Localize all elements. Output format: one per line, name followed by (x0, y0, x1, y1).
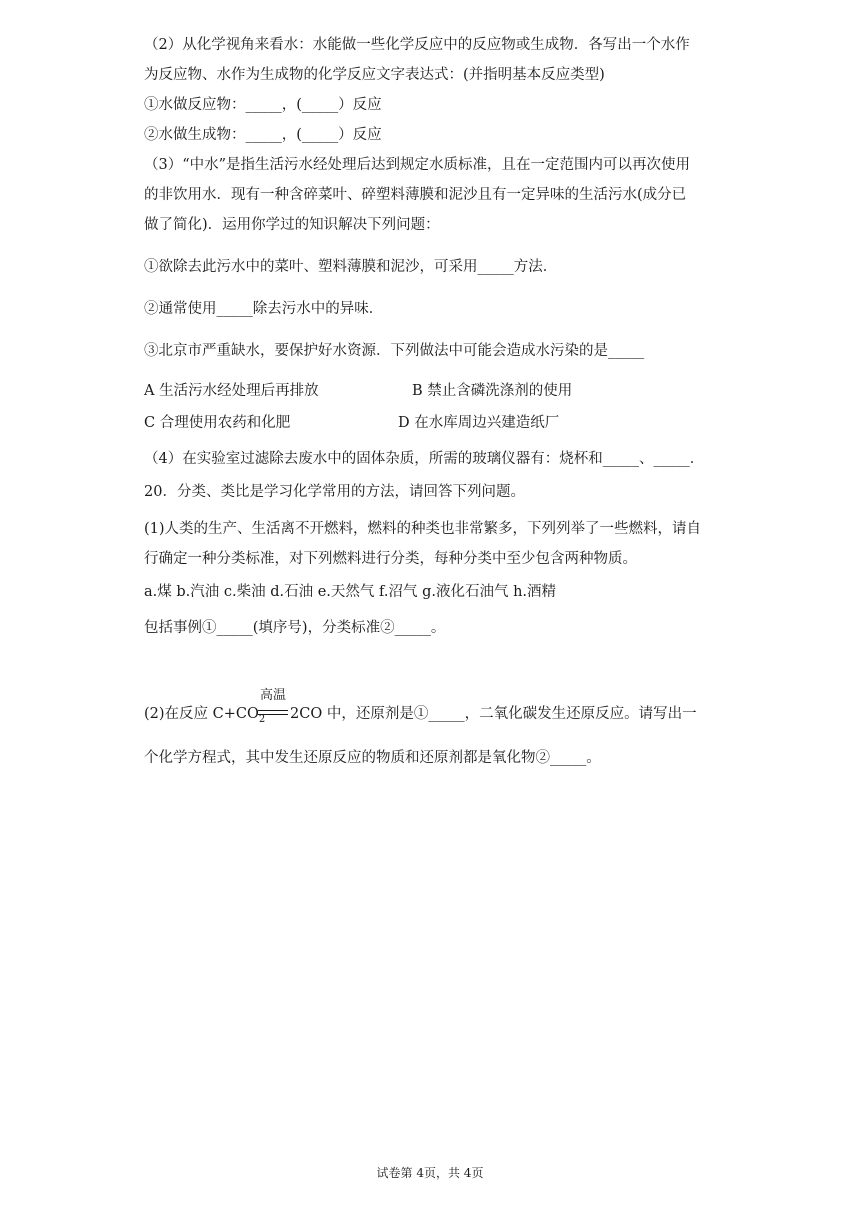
reaction-reactants: (2)在反应 $C+CO_2$ (144, 706, 266, 725)
q19-part3-item-a: ①欲除去此污水中的菜叶、塑料薄膜和泥沙，可采用_____方法． (144, 259, 558, 275)
equals-bar-top (258, 710, 288, 712)
q20-part1-line2: 行确定一种分类标准，对下列燃料进行分类，每种分类中至少包含两种物质。 (144, 551, 637, 567)
q19-part2-line2: 为反应物、水作为生成物的化学反应文字表达式：(并指明基本反应类型) (144, 67, 605, 83)
option-c: C 合理使用农药和化肥 (144, 415, 291, 431)
q20-stem: 20．分类、类比是学习化学常用的方法，请回答下列问题。 (144, 484, 525, 500)
q19-part4: （4）在实验室过滤除去废水中的固体杂质，所需的玻璃仪器有：烧杯和_____、_____． (144, 451, 705, 467)
q20-part1-answer: 包括事例①_____(填序号)，分类标准②_____。 (144, 620, 446, 636)
equals-bar-bottom (258, 714, 288, 716)
subscript-2: 2 (258, 714, 266, 725)
q19-part2-item-b: ②水做生成物：_____，(_____）反应 (144, 127, 382, 143)
reaction-products: 2CO 中，还原剂是①_____，二氧化碳发生还原反应。请写出一 (290, 706, 697, 722)
q19-part3-line2: 的非饮用水．现有一种含碎菜叶、碎塑料薄膜和泥沙且有一定异味的生活污水(成分已 (144, 187, 687, 203)
reaction-condition: 高温 (259, 688, 286, 703)
q19-part3-item-b: ②通常使用_____除去污水中的异味． (144, 301, 384, 317)
q19-part2-line1: （2）从化学视角来看水：水能做一些化学反应中的反应物或生成物．各写出一个水作 (144, 37, 690, 53)
option-b: B 禁止含磷洗涤剂的使用 (412, 383, 573, 399)
fuel-list: a.煤 b.汽油 c.柴油 d.石油 e.天然气 f.沼气 g.液化石油气 h.酒精 (144, 584, 557, 600)
q19-part3-line3: 做了简化)．运用你学过的知识解决下列问题： (144, 217, 440, 233)
option-d: D 在水库周边兴建造纸厂 (398, 415, 560, 431)
q19-part2-item-a: ①水做反应物：_____，(_____）反应 (144, 97, 382, 113)
page-footer: 试卷第 4页，共 4页 (376, 1166, 484, 1180)
reaction-condition-sign (258, 688, 288, 716)
q20-part1-line1: (1)人类的生产、生活离不开燃料，燃料的种类也非常繁多，下列列举了一些燃料，请自 (144, 521, 702, 537)
q19-part3-item-c: ③北京市严重缺水，要保护好水资源．下列做法中可能会造成水污染的是_____ (144, 343, 645, 359)
option-a: A 生活污水经处理后再排放 (144, 383, 319, 399)
q20-part2-line2: 个化学方程式，其中发生还原反应的物质和还原剂都是氧化物②_____。 (144, 750, 601, 766)
q19-part3-line1: （3）“中水”是指生活污水经处理后达到规定水质标准，且在一定范围内可以再次使用 (144, 157, 691, 173)
